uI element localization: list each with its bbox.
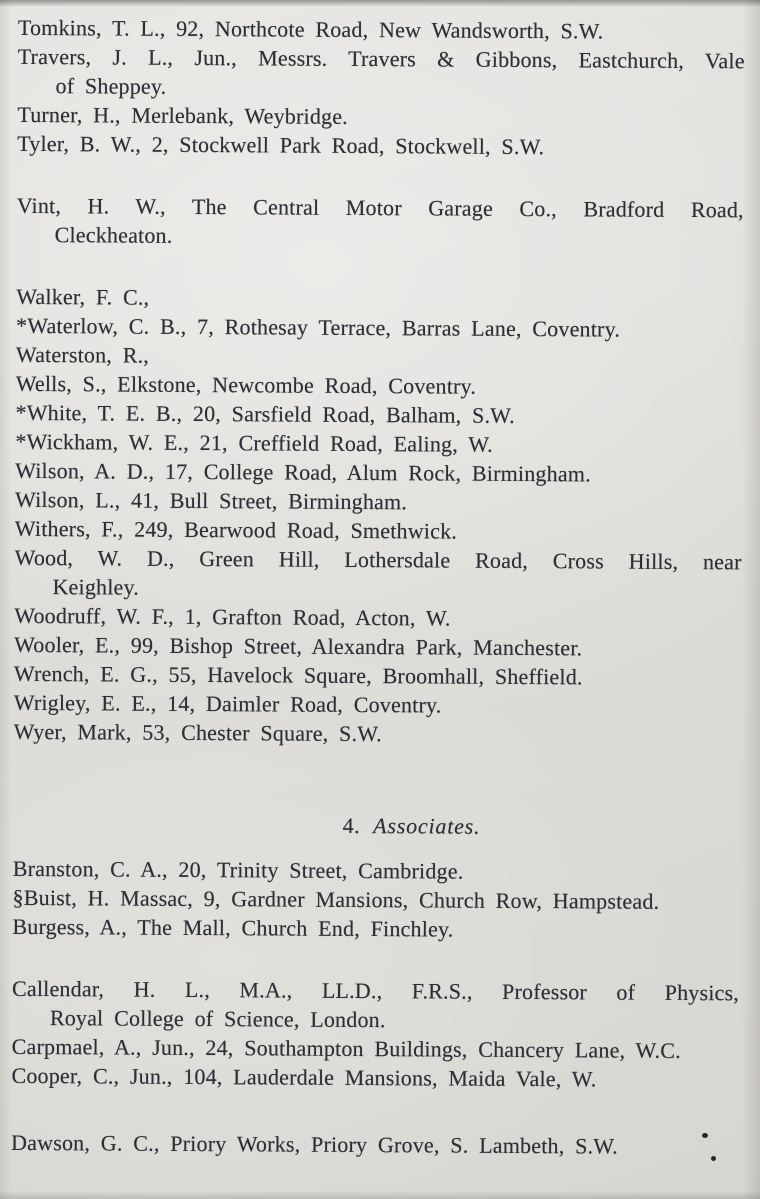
directory-entry — [15, 427, 742, 460]
directory-entry — [12, 1032, 739, 1065]
directory-entry — [13, 854, 740, 887]
section-number: 4. — [342, 812, 361, 838]
directory-entry — [12, 974, 739, 1036]
directory-entry — [13, 883, 740, 916]
directory-entry — [16, 369, 743, 402]
entry-line-1: Travers, J. L., Jun., Messrs. Travers & Gibbons, Eastchurch, Vale — [17, 43, 745, 74]
ink-speck — [711, 1156, 716, 1161]
entry-line-2: Royal College of Science, London. — [49, 1005, 386, 1033]
directory-entry — [14, 543, 741, 605]
entry-line-1: Wrench, E. G., 55, Havelock Square, Broomhall, Sheffield. — [13, 660, 583, 690]
directory-entry — [12, 912, 739, 945]
directory-entry — [15, 456, 742, 489]
directory-entry — [18, 13, 745, 46]
entry-line-1: §Buist, H. Massac, 9, Gardner Mansions, Church Row, Hampstead. — [12, 884, 660, 914]
entry-line-1: Cooper, C., Jun., 104, Lauderdale Mansions, Maida Vale, W. — [11, 1062, 597, 1092]
directory-entry — [17, 100, 744, 133]
entry-line-1: Wrigley, E. E., 14, Daimler Road, Coventry. — [13, 689, 442, 718]
entry-line-1: Turner, H., Merlebank, Weybridge. — [17, 101, 349, 129]
entry-line-1: Wyer, Mark, 53, Chester Square, S.W. — [13, 718, 382, 747]
entry-line-1: *Wickham, W. E., 21, Creffield Road, Ealing, W. — [15, 428, 493, 457]
entry-line-1: Walker, F. C., — [16, 283, 150, 310]
entry-line-1: Dawson, G. C., Priory Works, Priory Grove, S. Lambeth, S.W. — [11, 1129, 619, 1159]
entry-line-2: Keighley. — [52, 574, 140, 600]
entry-line-1: Vint, H. W., The Central Motor Garage Co., Bradford Road, — [16, 192, 744, 223]
directory-entry — [16, 282, 743, 315]
entry-line-1: Wilson, A. D., 17, College Road, Alum Rock, Birmingham. — [15, 457, 591, 487]
entry-line-1: Callendar, H. L., M.A., LL.D., F.R.S., Professor of Physics, — [11, 975, 740, 1006]
directory-entry — [11, 1128, 738, 1161]
entry-line-1: Waterston, R., — [15, 341, 150, 368]
entry-line-1: Tyler, B. W., 2, Stockwell Park Road, Stockwell, S.W. — [17, 130, 545, 160]
entry-line-1: Withers, F., 249, Bearwood Road, Smethwick. — [14, 515, 458, 544]
entry-line-2: of Sheppey. — [55, 73, 167, 99]
directory-entry — [17, 191, 744, 253]
directory-entry — [17, 42, 744, 104]
directory-entry — [16, 311, 743, 344]
entry-line-1: Wilson, L., 41, Bull Street, Birmingham. — [14, 486, 408, 515]
directory-entry — [14, 630, 741, 663]
directory-entry — [17, 129, 744, 162]
section-heading — [13, 809, 740, 842]
directory-content — [11, 13, 745, 1161]
entry-line-1: Woodruff, W. F., 1, Grafton Road, Acton, W. — [14, 602, 451, 631]
directory-entry — [11, 1061, 738, 1094]
entry-line-1: Carpmael, A., Jun., 24, Southampton Buildings, Chancery Lane, W.C. — [11, 1033, 681, 1063]
directory-entry — [15, 514, 742, 547]
directory-entry — [14, 717, 741, 750]
directory-entry — [15, 398, 742, 431]
entry-line-1: Tomkins, T. L., 92, Northcote Road, New Wandsworth, S.W. — [17, 14, 604, 44]
entry-line-1: Burgess, A., The Mall, Church End, Finchley. — [12, 913, 454, 942]
directory-entry — [14, 688, 741, 721]
ink-speck — [702, 1133, 708, 1138]
directory-entry — [14, 601, 741, 634]
directory-entry — [14, 659, 741, 692]
entry-line-1: *White, T. E. B., 20, Sarsfield Road, Balham, S.W. — [15, 399, 515, 428]
directory-entry — [16, 340, 743, 373]
entry-line-1: Wood, W. D., Green Hill, Lothersdale Road, Cross Hills, near — [14, 544, 742, 575]
entry-line-1: *Waterlow, C. B., 7, Rothesay Terrace, Barras Lane, Coventry. — [16, 312, 621, 342]
entry-line-1: Wells, S., Elkstone, Newcombe Road, Coventry. — [15, 370, 477, 399]
entry-line-2: Cleckheaton. — [54, 222, 173, 248]
section-title: Associates. — [373, 813, 481, 839]
directory-entry — [15, 485, 742, 518]
entry-line-1: Wooler, E., 99, Bishop Street, Alexandra Park, Manchester. — [14, 631, 583, 661]
entry-line-1: Branston, C. A., 20, Trinity Street, Cambridge. — [12, 855, 464, 884]
